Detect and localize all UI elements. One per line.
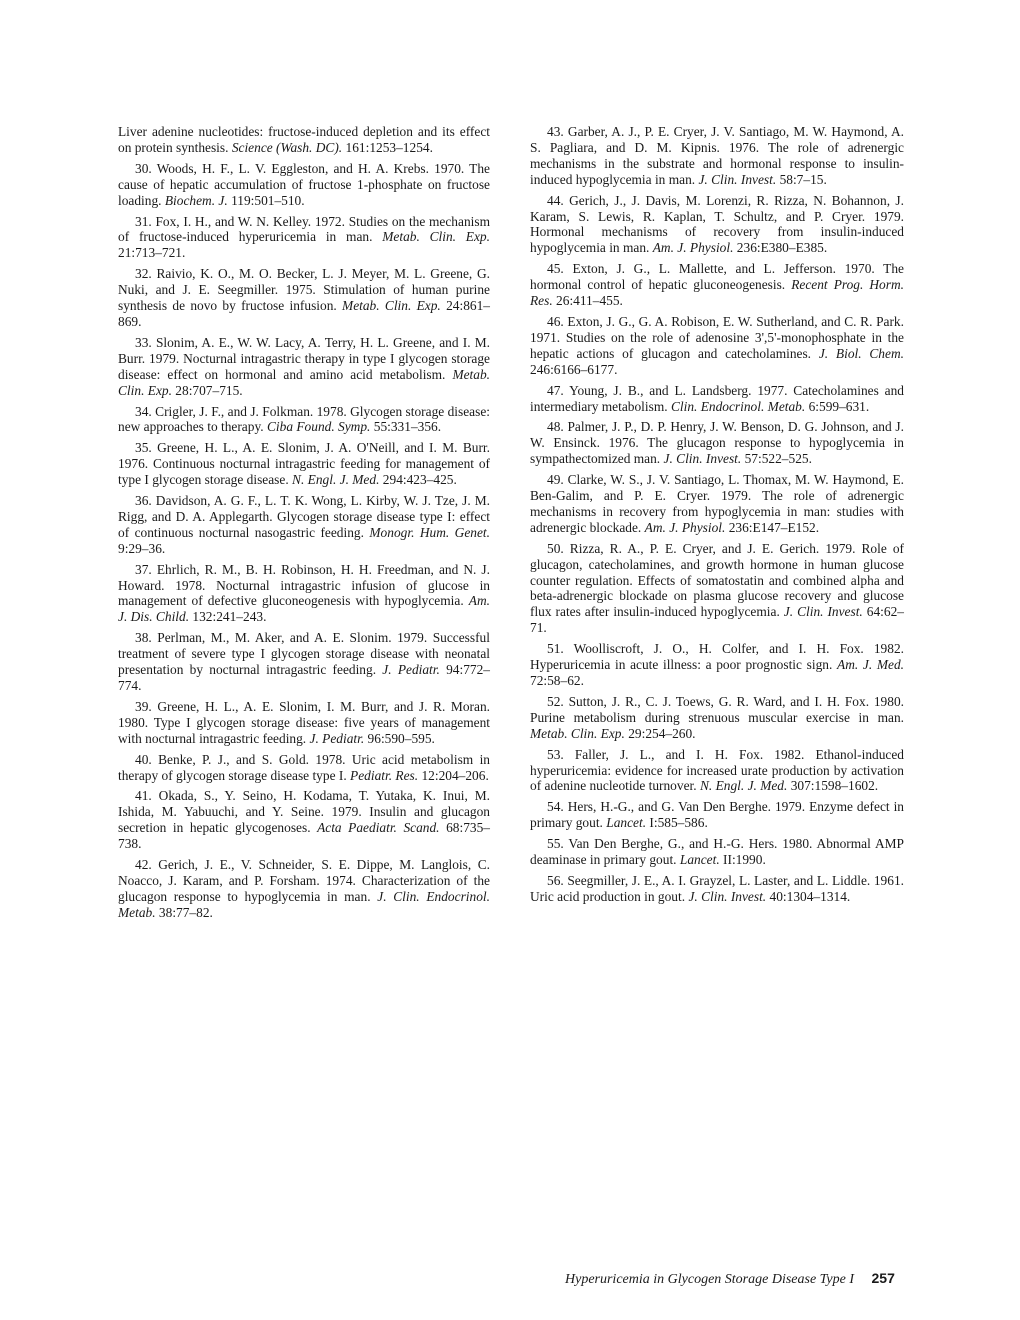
reference-citation: 132:241–243. xyxy=(192,609,267,625)
references-left-column xyxy=(118,124,490,926)
reference-number: 30. xyxy=(135,160,152,176)
reference-citation: 21:713–721. xyxy=(118,245,186,261)
reference-text: Greene, H. L., A. E. Slonim, J. A. O'Neill, and I. M. Burr. 1976. Continuous nocturnal intragastric feeding for management of type I glycogen storage disease. xyxy=(118,440,490,488)
reference-entry xyxy=(530,873,904,905)
reference-entry xyxy=(530,314,904,378)
reference-text: Greene, H. L., A. E. Slonim, I. M. Burr, and J. R. Moran. 1980. Type I glycogen storage disease: five years of management with nocturnal intragastric feeding. xyxy=(118,698,490,746)
reference-entry xyxy=(530,747,904,795)
reference-number: 48. xyxy=(547,419,564,435)
reference-entry xyxy=(118,857,490,921)
reference-number: 52. xyxy=(547,693,564,709)
reference-text: Van Den Berghe, G., and H.-G. Hers. 1980. Abnormal AMP deaminase in primary gout. xyxy=(530,836,904,868)
reference-journal: J. Clin. Endocrinol. Metab. xyxy=(118,888,490,920)
reference-journal: N. Engl. J. Med. xyxy=(292,472,380,488)
reference-text: Clarke, W. S., J. V. Santiago, L. Thomax, M. W. Haymond, E. Ben-Galim, and P. E. Cryer. 1979. The role of adrenergic mechanisms in recovery from hypoglycemia in man: studies with adrenergic blockade. xyxy=(530,472,904,535)
reference-number: 55. xyxy=(547,836,564,852)
reference-citation: II:1990. xyxy=(723,852,766,868)
reference-citation: 24:861–869. xyxy=(118,298,490,329)
reference-text: Rizza, R. A., P. E. Cryer, and J. E. Gerich. 1979. Role of glucagon, catecholamines, and growth hormone in human glucose counter regulation. Effects of somatostatin and combined alpha and beta-adrenergic blockade on plasma glucose recovery and glucose flux rates after insulin-induced hypoglycemia. xyxy=(530,540,904,620)
reference-number: 32. xyxy=(135,266,152,282)
page-footer xyxy=(565,1270,905,1288)
reference-text: Faller, J. L., and I. H. Fox. 1982. Ethanol-induced hyperuricemia: evidence for increased urate production by activation of adenine nucleotide turnover. xyxy=(530,746,904,794)
reference-citation: 161:1253–1254. xyxy=(345,139,433,155)
reference-entry xyxy=(118,335,490,399)
reference-journal: Am. J. Dis. Child. xyxy=(118,593,490,625)
reference-citation: 294:423–425. xyxy=(382,472,457,488)
reference-entry xyxy=(118,124,490,156)
reference-text: Garber, A. J., P. E. Cryer, J. V. Santiago, M. W. Haymond, A. S. Pagliara, and D. M. Kipnis. 1976. The role of adrenergic mechanisms in the substrate and hormonal response to insulin-induced hypoglycemia in man. xyxy=(530,124,904,187)
reference-text: Gerich, J., J. Davis, M. Lorenzi, R. Rizza, N. Bohannon, J. Karam, S. Lewis, R. Kaplan, T. Schultz, and P. Cryer. 1979. Hormonal mechanisms of recovery from insulin-induced hypoglycemia in man. xyxy=(530,192,904,256)
reference-text: Ehrlich, R. M., B. H. Robinson, H. H. Freedman, and N. J. Howard. 1978. Nocturnal intragastric infusion of glucose in management of defective gluconeogenesis with hypoglycemia. xyxy=(118,561,490,609)
reference-text: Crigler, J. F., and J. Folkman. 1978. Glycogen storage disease: new approaches to therapy. xyxy=(118,403,490,435)
reference-number: 51. xyxy=(547,641,564,657)
reference-citation: 55:331–356. xyxy=(373,419,442,435)
reference-journal: Metab. Clin. Exp. xyxy=(118,366,490,398)
reference-text: Hers, H.-G., and G. Van Den Berghe. 1979. Enzyme defect in primary gout. xyxy=(530,799,904,831)
reference-number: 56. xyxy=(547,872,564,888)
reference-citation: 58:7–15. xyxy=(779,171,827,187)
reference-citation: 40:1304–1314. xyxy=(769,888,851,904)
reference-journal: Pediatr. Res. xyxy=(350,767,419,783)
reference-citation: 38:77–82. xyxy=(158,904,213,920)
reference-citation: 9:29–36. xyxy=(118,540,166,556)
reference-number: 35. xyxy=(135,440,152,456)
reference-entry xyxy=(118,214,490,262)
reference-citation: I:585–586. xyxy=(649,815,708,831)
page-number: 257 xyxy=(871,1270,895,1286)
reference-journal: Monogr. Hum. Genet. xyxy=(369,524,490,540)
reference-citation: 307:1598–1602. xyxy=(790,778,879,794)
reference-citation: 12:204–206. xyxy=(421,767,489,783)
reference-number: 37. xyxy=(135,561,152,577)
reference-journal: Metab. Clin. Exp. xyxy=(530,725,625,741)
reference-citation: 26:411–455. xyxy=(556,293,623,309)
reference-citation: 96:590–595. xyxy=(367,730,435,746)
reference-number: 45. xyxy=(547,261,564,277)
reference-journal: J. Clin. Invest. xyxy=(688,888,767,904)
reference-number: 42. xyxy=(135,857,152,873)
reference-number: 34. xyxy=(135,403,152,419)
reference-entry xyxy=(118,562,490,626)
reference-text: Gerich, J. E., V. Schneider, S. E. Dippe, M. Langlois, C. Noacco, J. Karam, and P. Forsham. 1974. Characterization of the glucagon response to hypoglycemia in man. xyxy=(118,857,490,904)
running-title: Hyperuricemia in Glycogen Storage Disease Type I xyxy=(565,1272,854,1287)
reference-number: 31. xyxy=(135,213,152,229)
reference-text: Liver adenine nucleotides: fructose-induced depletion and its effect on protein synthesis. xyxy=(118,124,490,155)
reference-journal: Lancet. xyxy=(606,815,647,831)
reference-text: Davidson, A. G. F., L. T. K. Wong, L. Kirby, W. J. Tze, J. M. Rigg, and D. A. Applegarth. Glycogen storage disease type I: effect of continuous nocturnal nasogastric feeding. xyxy=(118,493,490,540)
reference-citation: 64:62–71. xyxy=(530,604,904,636)
reference-entry xyxy=(118,699,490,747)
reference-citation: 246:6166–6177. xyxy=(530,361,618,377)
reference-number: 49. xyxy=(547,472,564,488)
reference-entry xyxy=(530,261,904,309)
reference-text: Woods, H. F., L. V. Eggleston, and H. A. Krebs. 1970. The cause of hepatic accumulation of fructose 1-phosphate on fructose loading. xyxy=(118,160,491,208)
reference-text: Sutton, J. R., C. J. Toews, G. R. Ward, and I. H. Fox. 1980. Purine metabolism during strenuous muscular exercise in man. xyxy=(530,693,904,725)
reference-journal: Recent Prog. Horm. Res. xyxy=(530,277,904,309)
reference-number: 40. xyxy=(135,751,152,767)
reference-entry xyxy=(530,836,904,868)
reference-journal: Acta Paediatr. Scand. xyxy=(317,820,440,836)
reference-number: 53. xyxy=(547,746,564,762)
reference-citation: 236:E147–E152. xyxy=(728,519,820,535)
reference-citation: 94:772–774. xyxy=(118,662,490,693)
reference-journal: Science (Wash. DC). xyxy=(231,139,343,155)
reference-number: 38. xyxy=(135,630,152,646)
reference-entry xyxy=(530,124,904,188)
reference-journal: J. Clin. Invest. xyxy=(663,451,742,467)
reference-citation: 236:E380–E385. xyxy=(736,240,828,256)
reference-journal: Ciba Found. Symp. xyxy=(266,419,371,435)
reference-text: Seegmiller, J. E., A. I. Grayzel, L. Laster, and L. Liddle. 1961. Uric acid production in gout. xyxy=(530,872,904,904)
reference-text: Palmer, J. P., D. P. Henry, J. W. Benson, D. G. Johnson, and J. W. Ensinck. 1976. The glucagon response to hypoglycemia in sympathectomized man. xyxy=(530,419,904,467)
reference-journal: J. Clin. Invest. xyxy=(698,171,777,187)
reference-citation: 29:254–260. xyxy=(628,725,696,741)
reference-text: Benke, P. J., and S. Gold. 1978. Uric acid metabolism in therapy of glycogen storage disease type I. xyxy=(118,751,490,783)
reference-number: 44. xyxy=(547,192,564,208)
reference-journal: J. Pediatr. xyxy=(309,730,365,746)
reference-text: Raivio, K. O., M. O. Becker, L. J. Meyer, M. L. Greene, G. Nuki, and J. E. Seegmiller. 1975. Stimulation of human purine synthesis de novo by fructose infusion. xyxy=(118,266,490,314)
reference-text: Woolliscroft, J. O., H. Colfer, and I. H. Fox. 1982. Hyperuricemia in acute illness: a poor prognostic sign. xyxy=(530,641,904,673)
reference-journal: J. Biol. Chem. xyxy=(818,345,904,361)
reference-journal: Biochem. J. xyxy=(164,192,228,208)
references-right-column xyxy=(530,124,904,910)
reference-number: 41. xyxy=(135,788,152,804)
reference-entry xyxy=(530,799,904,831)
reference-number: 54. xyxy=(547,799,564,815)
reference-entry xyxy=(530,641,904,689)
reference-entry xyxy=(118,161,490,209)
reference-entry xyxy=(530,383,904,415)
reference-citation: 57:522–525. xyxy=(744,451,812,467)
reference-number: 43. xyxy=(547,124,564,139)
reference-number: 36. xyxy=(135,493,152,509)
reference-number: 33. xyxy=(135,334,152,350)
reference-journal: Metab. Clin. Exp. xyxy=(342,298,441,314)
reference-number: 47. xyxy=(547,382,564,398)
reference-entry xyxy=(530,419,904,467)
reference-citation: 6:599–631. xyxy=(808,398,870,414)
reference-entry xyxy=(118,752,490,784)
reference-citation: 68:735–738. xyxy=(118,820,490,852)
reference-text: Fox, I. H., and W. N. Kelley. 1972. Studies on the mechanism of fructose-induced hyperuricemia in man. xyxy=(118,213,490,245)
reference-entry xyxy=(530,541,904,636)
reference-journal: Am. J. Med. xyxy=(837,657,904,673)
reference-journal: Am. J. Physiol. xyxy=(644,519,726,535)
reference-number: 39. xyxy=(135,698,152,714)
reference-journal: N. Engl. J. Med. xyxy=(699,778,788,794)
reference-entry xyxy=(118,404,490,436)
reference-citation: 72:58–62. xyxy=(530,673,584,688)
reference-journal: J. Clin. Invest. xyxy=(783,604,863,620)
reference-journal: Clin. Endocrinol. Metab. xyxy=(670,398,806,414)
reference-entry xyxy=(118,493,490,557)
reference-entry xyxy=(530,472,904,536)
reference-entry xyxy=(118,788,490,852)
reference-text: Okada, S., Y. Seino, H. Kodama, T. Yutaka, K. Inui, M. Ishida, M. Yabuuchi, and Y. Seine. 1979. Insulin and glucagon secretion in hepatic glycogenoses. xyxy=(118,788,490,836)
reference-text: Exton, J. G., G. A. Robison, E. W. Sutherland, and C. R. Park. 1971. Studies on the role of adenosine 3',5'-monophosphate in the hepatic actions of glucagon and catecholamines. xyxy=(530,313,904,361)
reference-journal: Lancet. xyxy=(679,852,720,868)
reference-journal: Am. J. Physiol. xyxy=(652,240,734,256)
reference-entry xyxy=(530,694,904,742)
reference-journal: Metab. Clin. Exp. xyxy=(382,229,490,245)
reference-entry xyxy=(118,630,490,694)
reference-text: Young, J. B., and L. Landsberg. 1977. Catecholamines and intermediary metabolism. xyxy=(530,382,904,414)
reference-journal: J. Pediatr. xyxy=(382,662,440,678)
reference-entry xyxy=(118,266,490,330)
reference-number: 46. xyxy=(547,313,564,329)
reference-citation: 28:707–715. xyxy=(175,382,243,398)
reference-entry xyxy=(530,193,904,257)
reference-text: Exton, J. G., L. Mallette, and L. Jefferson. 1970. The hormonal control of hepatic gluconeogenesis. xyxy=(530,261,904,293)
reference-text: Slonim, A. E., W. W. Lacy, A. Terry, H. L. Greene, and I. M. Burr. 1979. Nocturnal intragastric therapy in type I glycogen storage disease: effect on hormonal and amino acid metabolism. xyxy=(118,334,490,382)
reference-text: Perlman, M., M. Aker, and A. E. Slonim. 1979. Successful treatment of severe type I glycogen storage disease with neonatal presentation by nocturnal intragastric feeding. xyxy=(118,630,490,678)
reference-number: 50. xyxy=(547,540,564,556)
reference-citation: 119:501–510. xyxy=(231,192,305,208)
reference-entry xyxy=(118,440,490,488)
